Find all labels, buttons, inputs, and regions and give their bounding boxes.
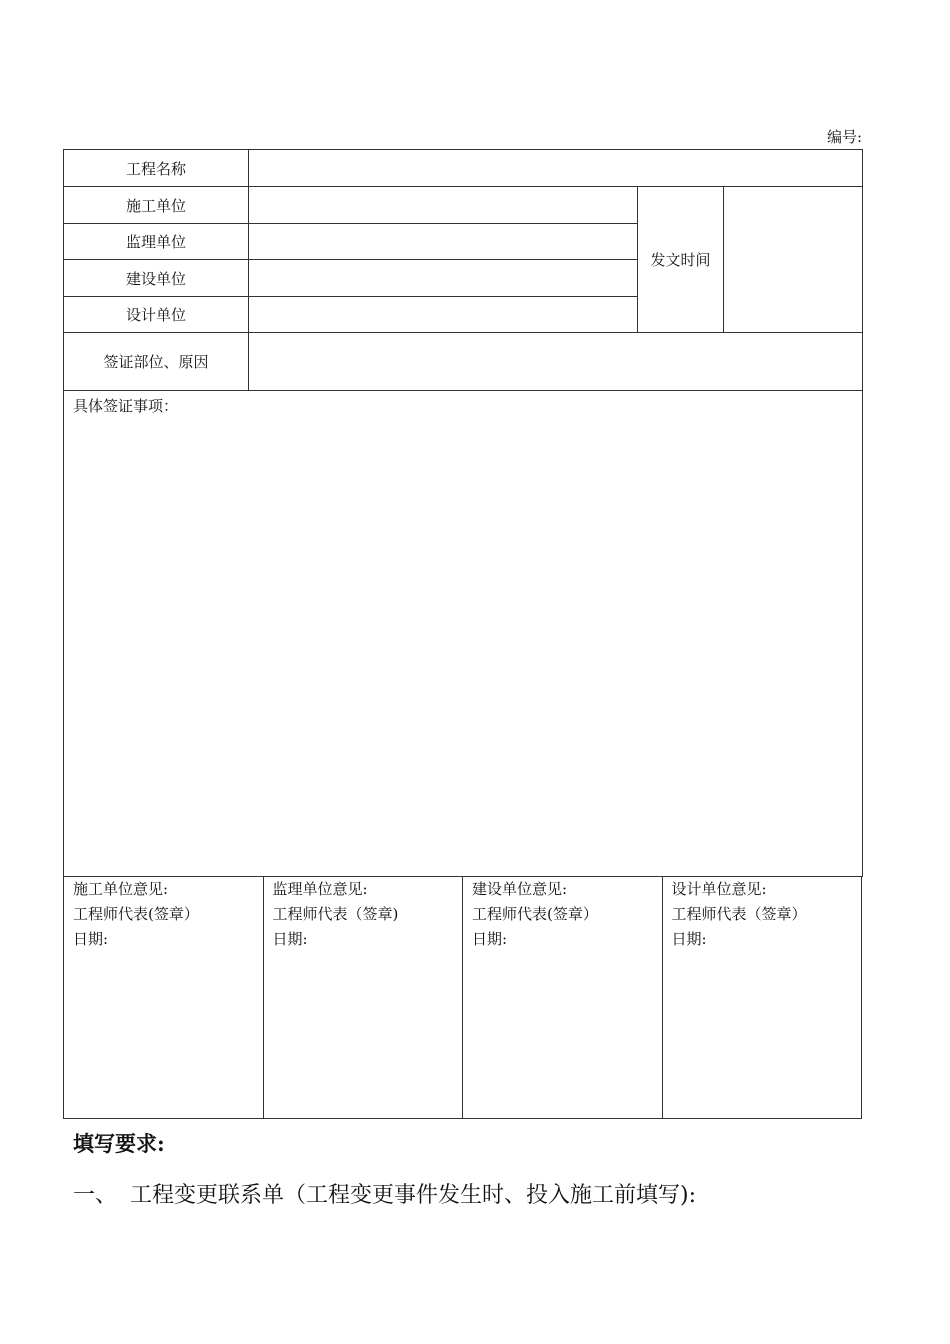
opinion-signature: 工程师代表（签章) bbox=[272, 905, 399, 923]
opinion-date: 日期: bbox=[272, 930, 308, 948]
opinion-table bbox=[63, 876, 862, 1119]
opinion-date: 日期: bbox=[73, 930, 109, 948]
requirement-number: 一、 bbox=[73, 1183, 118, 1208]
opinion-signature: 工程师代表(签章） bbox=[472, 905, 598, 923]
issue-time-label: 发文时间 bbox=[638, 187, 724, 333]
issue-time-field[interactable] bbox=[724, 187, 863, 333]
contractor-label: 施工单位 bbox=[64, 187, 249, 224]
opinion-title: 监理单位意见: bbox=[272, 880, 368, 898]
owner-label: 建设单位 bbox=[64, 260, 249, 297]
opinion-date: 日期: bbox=[671, 930, 707, 948]
supervisor-opinion-cell[interactable] bbox=[263, 876, 463, 1119]
opinion-title: 设计单位意见: bbox=[671, 880, 767, 898]
opinion-title: 建设单位意见: bbox=[472, 880, 568, 898]
owner-opinion-cell[interactable] bbox=[463, 876, 663, 1119]
visa-details-area[interactable] bbox=[64, 391, 863, 877]
supervisor-field[interactable] bbox=[249, 224, 638, 260]
requirements-title: 填写要求: bbox=[73, 1131, 165, 1156]
project-name-field[interactable] bbox=[249, 150, 863, 187]
visa-details-label: 具体签证事项： bbox=[73, 397, 179, 415]
supervisor-label: 监理单位 bbox=[64, 224, 249, 260]
requirement-item bbox=[73, 1178, 696, 1209]
visa-form-table bbox=[63, 149, 863, 877]
visa-location-field[interactable] bbox=[249, 333, 863, 391]
contractor-opinion-cell[interactable] bbox=[64, 876, 264, 1119]
opinion-signature: 工程师代表(签章） bbox=[73, 905, 199, 923]
visa-location-label: 签证部位、原因 bbox=[64, 333, 249, 391]
designer-label: 设计单位 bbox=[64, 297, 249, 333]
requirement-text: 工程变更联系单（工程变更事件发生时、投入施工前填写): bbox=[130, 1183, 696, 1208]
contractor-field[interactable] bbox=[249, 187, 638, 224]
project-name-label: 工程名称 bbox=[64, 150, 249, 187]
opinion-date: 日期: bbox=[472, 930, 508, 948]
opinion-title: 施工单位意见: bbox=[73, 880, 169, 898]
opinion-signature: 工程师代表（签章） bbox=[671, 905, 807, 923]
designer-opinion-cell[interactable] bbox=[662, 876, 862, 1119]
serial-number-label: 编号: bbox=[826, 128, 862, 146]
owner-field[interactable] bbox=[249, 260, 638, 297]
designer-field[interactable] bbox=[249, 297, 638, 333]
